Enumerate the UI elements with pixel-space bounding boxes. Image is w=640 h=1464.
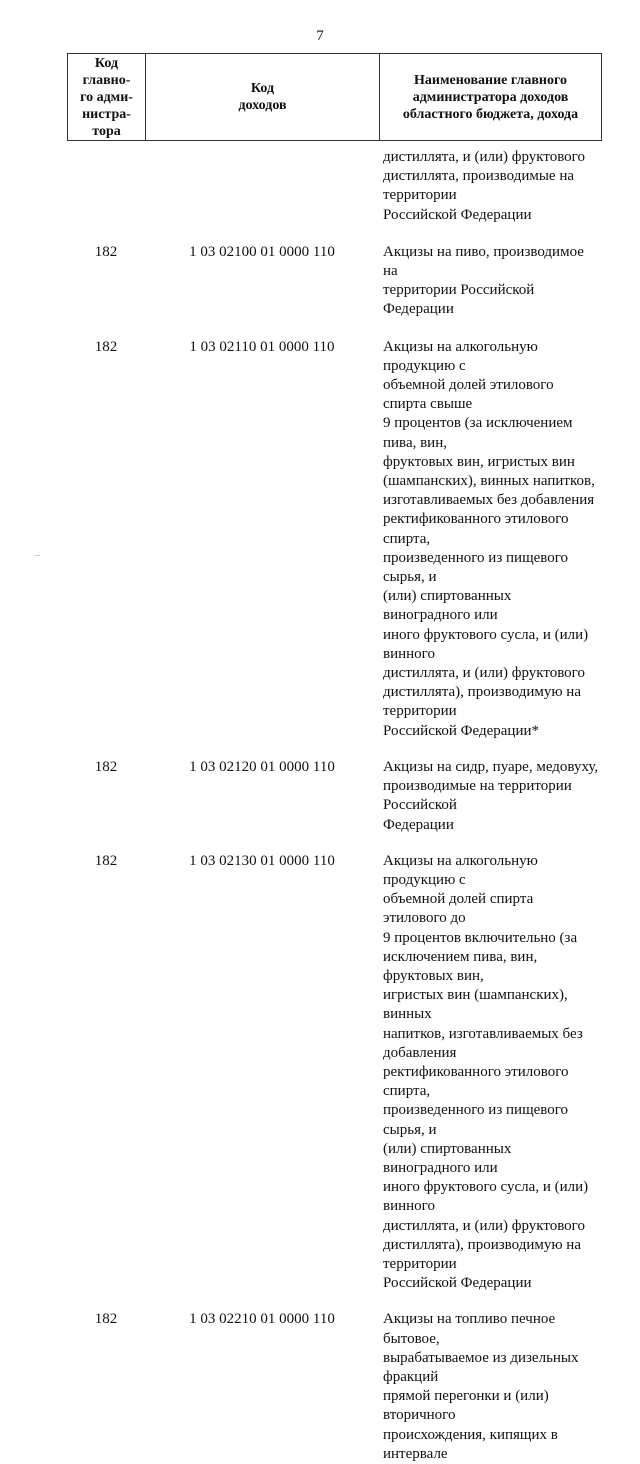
table-header (67, 53, 602, 141)
revenue-name: Акцизы на алкогольную продукцию с объемной долей этилового спирта свыше 9 процентов (за исключением пива, вин, фруктовых вин, игристых вин (шампанских), винных напитков, изготавливаемых без добавления ректификованного этилового спирта, произведенного из пищевого сырья, и (или) спиртованных виноградного или иного фруктового сусла, и (или) винного дистиллята, и (или) фруктового дистиллята), производимую на территории Российской Федерации* (383, 338, 595, 739)
table-row (67, 758, 602, 835)
table-row (67, 338, 602, 741)
admin-code: 182 (94, 1311, 118, 1328)
revenue-code: 1 03 02130 01 0000 110 (189, 852, 335, 869)
revenue-name: Акцизы на алкогольную продукцию с объемной долей спирта этилового до 9 процентов включительно (за исключением пива, вин, фруктовых вин, игристых вин (шампанских), винных напитков, изготавливаемых без добавления ректификованного этилового спирта, произведенного из пищевого сырья, и (или) спиртованных виноградного или иного фруктового сусла, и (или) винного дистиллята, и (или) фруктового дистиллята), производимую на территории Российской Федерации (383, 852, 589, 1292)
table-body (67, 148, 602, 1464)
revenue-name: Акцизы на сидр, пуаре, медовуху, производимые на территории Российской Федерации (383, 758, 599, 833)
table-row (67, 1310, 602, 1464)
page-number: 7 (316, 28, 324, 44)
admin-code: 182 (94, 758, 118, 775)
revenue-code: 1 03 02120 01 0000 110 (189, 758, 335, 775)
revenue-code: 1 03 02100 01 0000 110 (189, 243, 335, 260)
table-row (67, 243, 602, 320)
revenue-code: 1 03 02210 01 0000 110 (189, 1311, 335, 1328)
header-admin-code: Код главно- го адми- нистра- тора (68, 54, 146, 140)
header-revenue-code: Код доходов (146, 54, 380, 140)
revenue-name: Акцизы на топливо печное бытовое, вырабатываемое из дизельных фракций прямой перегонки и (или) вторичного происхождения, кипящих в интервале (383, 1311, 579, 1462)
admin-code: 182 (94, 243, 118, 260)
continuation-text: дистиллята, и (или) фруктового дистиллята, производимые на территории Российской Федерации (383, 149, 585, 223)
admin-code: 182 (94, 852, 118, 869)
margin-mark: – (35, 550, 40, 561)
continuation-row (67, 148, 602, 225)
revenue-name: Акцизы на пиво, производимое на территории Российской Федерации (383, 243, 584, 318)
header-name: Наименование главного администратора доходов областного бюджета, дохода (402, 72, 579, 122)
admin-code: 182 (94, 338, 118, 355)
revenue-code: 1 03 02110 01 0000 110 (189, 338, 335, 355)
table-row (67, 852, 602, 1294)
